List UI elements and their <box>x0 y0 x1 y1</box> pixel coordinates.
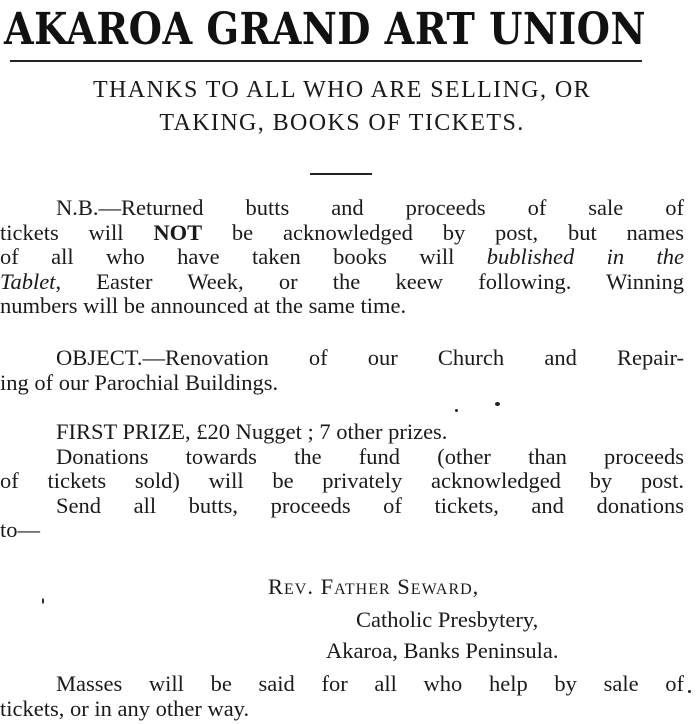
object-paragraph <box>0 346 684 395</box>
nb-emphasis: NOT <box>153 219 203 245</box>
masses-paragraph <box>0 672 684 721</box>
subheading-line-2: TAKING, BOOKS OF TICKETS. <box>159 110 525 136</box>
donations-line-2: of tickets sold) will be privately acknowledged by post. <box>0 468 684 493</box>
nb-line-4 <box>0 270 684 295</box>
headline-rule <box>10 60 642 62</box>
masses-line-2: tickets, or in any other way. <box>0 695 250 721</box>
headline: AKAROA GRAND ART UNION <box>4 4 646 55</box>
nb-line-2 <box>0 221 684 246</box>
nb-paragraph <box>0 196 684 319</box>
object-line-1: OBJECT.—Renovation of our Church and Repair- <box>56 345 684 370</box>
nb-text-3a: of all who have taken books will <box>0 244 487 269</box>
prize-line-1: FIRST PRIZE, £20 Nugget ; 7 other prizes. <box>56 419 448 444</box>
publication-name: Tablet <box>0 268 56 294</box>
address-name: Rev. Father Seward, <box>268 574 480 599</box>
section-divider <box>310 173 372 175</box>
address-line-1: Catholic Presbytery, <box>356 607 539 632</box>
object-line-2: ing of our Parochial Buildings. <box>0 369 279 395</box>
ink-speck <box>455 409 458 412</box>
donations-line-1: Donations towards the fund (other than proceeds <box>56 443 684 469</box>
nb-text-2c: be acknowledged by post, but names <box>202 219 684 245</box>
nb-text-2a: tickets will <box>0 219 154 245</box>
nb-line-5: numbers will be announced at the same time. <box>0 293 407 318</box>
ink-speck <box>495 402 500 406</box>
send-line-2: to— <box>0 517 41 542</box>
nb-text-1: —Returned butts and proceeds of sale of <box>98 195 684 220</box>
nb-lead: N.B. <box>56 195 99 220</box>
nb-text-4b: , Easter Week, or the keew following. Winning <box>55 268 684 294</box>
nb-line-1 <box>0 196 684 221</box>
nb-line-3 <box>0 245 684 270</box>
ink-speck <box>688 690 691 693</box>
prize-paragraph <box>0 420 684 543</box>
nb-text-3b: bublished in the <box>486 244 685 269</box>
address-line-2: Akaroa, Banks Peninsula. <box>326 638 559 663</box>
subheading <box>0 74 684 140</box>
subheading-line-1: THANKS TO ALL WHO ARE SELLING, OR <box>93 77 591 103</box>
ink-speck <box>42 598 44 604</box>
masses-line-1: Masses will be said for all who help by sale of <box>56 671 684 696</box>
send-line-1: Send all butts, proceeds of tickets, and donations <box>56 492 684 518</box>
